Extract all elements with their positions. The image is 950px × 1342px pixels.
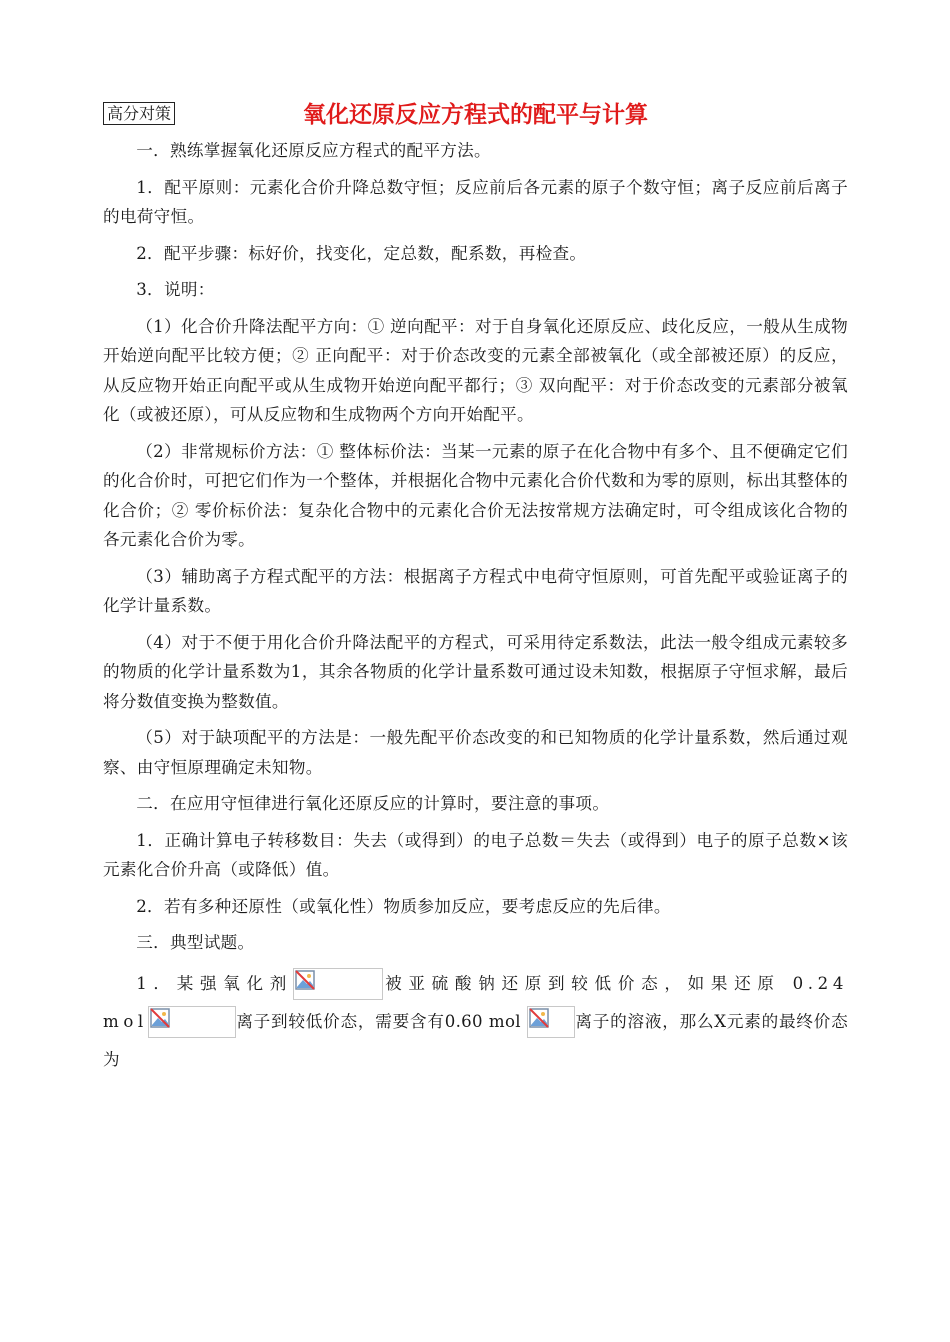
paragraph-notes-heading: 3．说明： [136,280,215,299]
section-heading-1: 一．熟练掌握氧化还原反应方程式的配平方法。 [136,141,491,160]
question-text-part3: 离子到较低价态，需要含有0.60 mol [235,1011,521,1031]
paragraph-note-2: （2）非常规标价方法：① 整体标价法：当某一元素的原子在化合物中有多个、且不便确定它们的化合价时，可把它们作为一个整体，并根据化合物中元素化合价代数和为零的原则，标出其整体的化合价；② 零价标价法：复杂化合物中的元素化合价无法按常规方法确定时，可令组成该化合物的各元素化合价为零。 [103,441,848,549]
formula-image-placeholder [293,968,383,1000]
ion-image-placeholder [148,1006,236,1038]
section-heading-2: 二．在应用守恒律进行氧化还原反应的计算时，要注意的事项。 [136,794,610,813]
paragraph-note-4: （4）对于不便于用化合价升降法配平的方程式，可采用待定系数法，此法一般令组成元素较多的物质的化学计量系数为1，其余各物质的化学计量系数可通过设未知数，根据原子守恒求解，最后将分数值变换为整数值。 [103,632,848,711]
category-tag: 高分对策 [103,102,175,125]
question-text-part1: 1．某强氧化剂 [136,973,294,993]
paragraph-calc-2: 2．若有多种还原性（或氧化性）物质参加反应，要考虑反应的先后律。 [136,896,671,916]
paragraph-note-5: （5）对于缺项配平的方法是：一般先配平价态改变的和已知物质的化学计量系数，然后通过观察、由守恒原理确定未知物。 [103,728,848,777]
page-title: 氧化还原反应方程式的配平与计算 [303,101,648,128]
broken-image-icon [150,1008,170,1028]
question-text-part4: 离子的溶液，那么X元素的最终价态为 [103,1011,848,1069]
paragraph-steps: 2．配平步骤：标好价，找变化，定总数，配系数，再检查。 [136,243,587,263]
paragraph-note-3: （3）辅助离子方程式配平的方法：根据离子方程式中电荷守恒原则，可首先配平或验证离子的化学计量系数。 [103,566,848,615]
section-heading-3: 三．典型试题。 [136,933,255,952]
question-1 [103,965,848,1079]
document-page [103,100,848,1079]
paragraph-principle: 1．配平原则：元素化合价升降总数守恒；反应前后各元素的原子个数守恒；离子反应前后离子的电荷守恒。 [103,177,848,226]
paragraph-note-1: （1）化合价升降法配平方向：① 逆向配平：对于自身氧化还原反应、歧化反应，一般从生成物开始逆向配平比较方便；② 正向配平：对于价态改变的元素全部被氧化（或全部被还原）的反应，从反应物开始正向配平或从生成物开始逆向配平都行；③ 双向配平：对于价态改变的元素部分被氧化（或被还原），可从反应物和生成物两个方向开始配平。 [103,316,848,424]
question-text-part2: 被亚硫酸钠还原到较低价态，如果还原 0.24 mol [103,973,848,1031]
reagent-image-placeholder [527,1006,575,1038]
header-row [103,100,848,136]
broken-image-icon [295,970,315,990]
broken-image-icon [529,1008,549,1028]
paragraph-calc-1: 1．正确计算电子转移数目：失去（或得到）的电子总数＝失去（或得到）电子的原子总数×该元素化合价升高（或降低）值。 [103,830,848,879]
